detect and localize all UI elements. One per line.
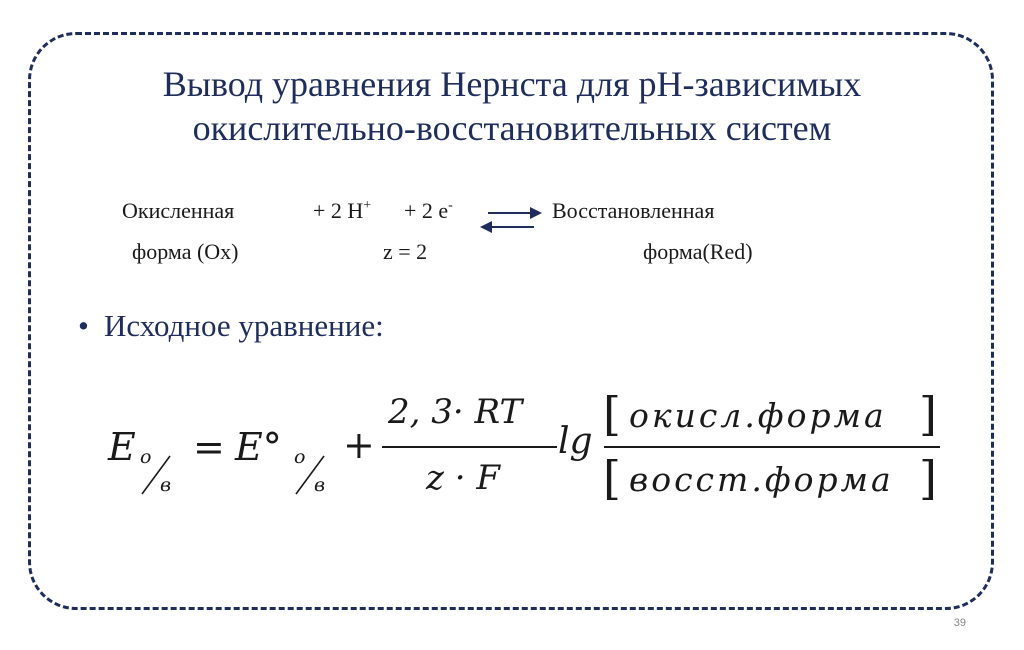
proton-term-text: + 2 H: [313, 198, 364, 223]
ox-form-text: окисл.форма: [629, 396, 887, 435]
red-form-text: восст.форма: [629, 460, 894, 499]
bullet-item: [78, 308, 384, 344]
eq-numerator: 2, 3· RT: [388, 392, 523, 432]
equilibrium-arrows-icon: [476, 202, 546, 236]
product-sublabel: форма(Red): [643, 239, 753, 264]
slide-title: [60, 62, 964, 150]
eq-fraction-bar: [382, 446, 557, 448]
eq-equals: =: [193, 425, 225, 469]
eq-sub-num-2: о: [294, 446, 306, 468]
eq-E: E: [108, 425, 136, 469]
bullet-text: Исходное уравнение:: [104, 308, 384, 343]
page-number: 39: [953, 617, 966, 629]
proton-term: [313, 198, 371, 224]
title-line-2: окислительно-восстановительных систем: [192, 108, 832, 148]
bullet-marker: •: [78, 308, 89, 343]
ox-left-bracket: [: [603, 387, 621, 441]
proton-charge: +: [363, 198, 372, 213]
eq-sub-num: о: [140, 446, 152, 468]
lg-fraction-bar: [604, 446, 940, 448]
electron-term: [404, 198, 453, 224]
red-right-bracket: ]: [919, 451, 937, 505]
eq-sub-den: в: [160, 474, 172, 496]
eq-plus: +: [343, 423, 375, 467]
eq-sub-den-2: в: [314, 474, 326, 496]
product-label: Восстановленная: [552, 198, 715, 223]
eq-lg: lg: [558, 421, 593, 462]
reactant-sublabel: форма (Ox): [132, 239, 239, 264]
red-left-bracket: [: [603, 451, 621, 505]
z-value: z = 2: [383, 239, 428, 264]
electron-charge: -: [448, 198, 453, 213]
title-line-1: Вывод уравнения Нернста для pH-зависимых: [162, 64, 862, 104]
eq-denominator: z · F: [426, 458, 500, 498]
reactant-label: Окисленная: [122, 198, 235, 223]
electron-term-text: + 2 e: [404, 198, 449, 223]
ox-right-bracket: ]: [919, 387, 937, 441]
eq-E0: E°: [235, 425, 282, 469]
